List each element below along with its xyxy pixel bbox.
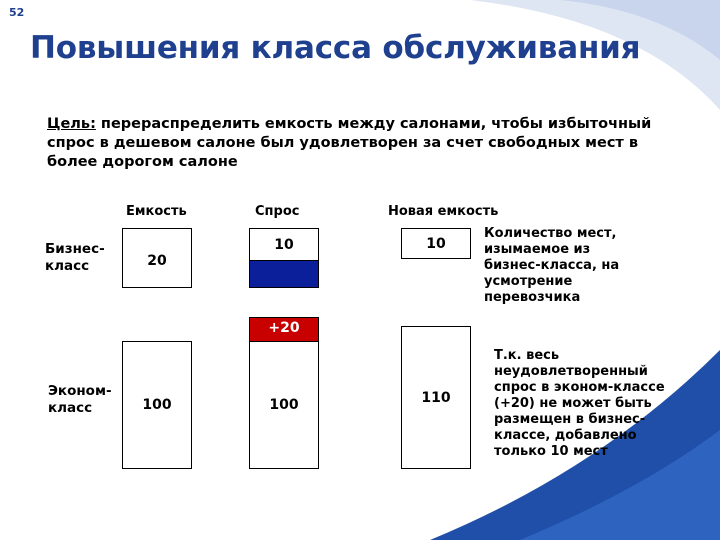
row-label-economy-line2: класс [48, 400, 93, 416]
row-label-business [45, 241, 105, 275]
economy-capacity-value: 100 [142, 397, 172, 413]
business-note [484, 226, 619, 306]
business-note-line: бизнес-класса, на [484, 258, 620, 273]
column-header-new-capacity: Новая емкость [388, 204, 499, 219]
economy-overflow-demand-value: +20 [268, 320, 300, 336]
slide-number: 52 [9, 6, 25, 19]
row-label-business-line2: класс [45, 258, 90, 274]
business-new-capacity-value: 10 [426, 235, 446, 252]
row-label-business-line1: Бизнес- [45, 241, 105, 257]
column-header-capacity: Емкость [126, 204, 187, 219]
goal-text: перераспределить емкость между салонами, чтобы избыточный спрос в дешевом салоне был удовлетворен за счет свободных мест в более дорогом салоне [47, 116, 652, 170]
economy-overflow-demand-segment [249, 317, 319, 342]
economy-new-capacity-box [401, 326, 471, 469]
goal-label: Цель: [47, 116, 96, 132]
economy-note-line: только 10 мест [494, 444, 608, 459]
row-label-economy [48, 383, 112, 417]
economy-note-line: (+20) не может быть [494, 396, 652, 411]
business-capacity-value: 20 [147, 253, 167, 269]
column-header-demand: Спрос [255, 204, 300, 219]
business-new-capacity-box [401, 228, 471, 259]
economy-demand-value: 100 [269, 397, 299, 413]
economy-new-capacity-value: 110 [421, 389, 451, 406]
business-demand-box [249, 228, 319, 261]
business-demand-filled-segment [249, 260, 319, 288]
business-note-line: изымаемое из [484, 242, 591, 257]
row-label-economy-line1: Эконом- [48, 383, 112, 399]
economy-note-line: неудовлетворенный [494, 364, 648, 379]
economy-capacity-box [122, 341, 192, 469]
economy-note-line: спрос в эконом-классе [494, 380, 665, 395]
business-demand-value: 10 [274, 237, 294, 253]
business-capacity-box [122, 228, 192, 288]
economy-note-line: размещен в бизнес- [494, 412, 646, 427]
business-note-line: усмотрение [484, 274, 573, 289]
economy-note [494, 348, 665, 460]
economy-demand-box [249, 341, 319, 469]
economy-note-line: Т.к. весь [494, 348, 560, 363]
business-note-line: Количество мест, [484, 226, 617, 241]
economy-note-line: классе, добавлено [494, 428, 637, 443]
business-note-line: перевозчика [484, 290, 581, 305]
page-title: Повышения класса обслуживания [30, 30, 641, 66]
goal-statement [47, 115, 657, 172]
